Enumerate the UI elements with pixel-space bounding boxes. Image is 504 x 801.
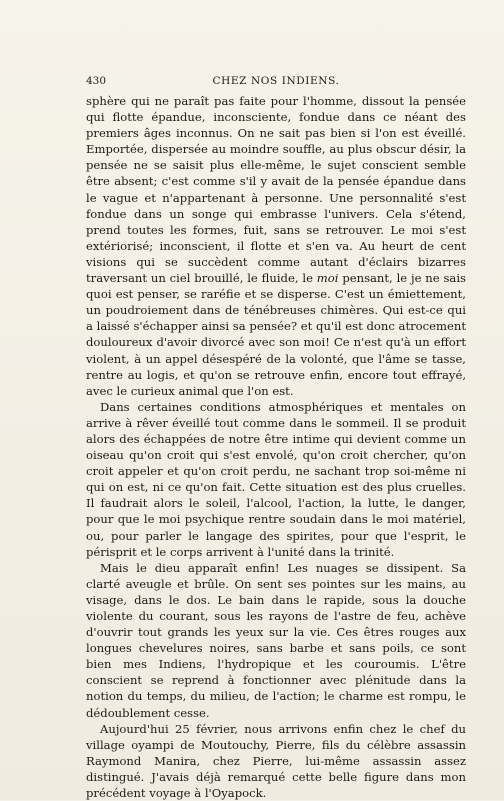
page-header	[86, 73, 466, 89]
paragraph-continued	[86, 93, 466, 399]
paragraph-text: Aujourd'hui 25 février, nous arrivons enfin chez le chef du village oyampi de Moutouchy, Pierre, fils du célèbre assassin Raymond Manira, chez Pierre, lui-même assassin assez distingué. J'avais déjà remarqué cette belle figure dans mon précédent voyage à l'Oyapock.	[86, 721, 466, 801]
paragraph-text: Mais le dieu apparaît enfin! Les nuages se dissipent. Sa clarté aveugle et brûle. On sent ses pointes sur les mains, au visage, dans le dos. Le bain dans le rapide, sous la douche violente du courant, sous les rayons de l'astre de feu, achève d'ouvrir tout grands les yeux sur la vie. Ces êtres rouges aux longues chevelures noires, sans barbe et sans poils, ce sont bien mes Indiens, l'hydropique et les couroumis. L'être conscient se reprend à fonctionner avec plénitude dans la notion du temps, du milieu, de l'action; le charme est rompu, le dédoublement cesse.	[86, 560, 466, 720]
paragraph-text: Dans certaines conditions atmosphériques et mentales on arrive à rêver éveillé tout comme dans le sommeil. Il se produit alors des échappées de notre être intime qui devient comme un oiseau qu'on croit qui s'est envolé, qu'on croit chercher, qu'on croit appeler et qu'on croit perdu, ne sachant trop soi-même ni qui on est, ni ce qu'on fait. Cette situation est des plus cruelles. Il faudrait alors le soleil, l'alcool, l'action, la lutte, le danger, pour que le moi psychique rentre soudain dans le moi matériel, ou, pour parler le langage des spirites, pour que l'esprit, le périsprit et le corps arrivent à l'unité dans la trinité.	[86, 399, 466, 559]
paragraph-text: pensant, le je ne sais quoi est penser, se raréfie et se disperse. C'est un émiettement, un poudroiement dans de ténébreuses chimères. Qui est-ce qui a laissé s'échapper ainsi sa pensée? et qu'il est donc atrocement douloureux d'avoir divorcé avec son moi! Ce n'est qu'à un effort violent, à un appel désespéré de la volonté, que l'âme se tasse, rentre au logis, et qu'on se retrouve enfin, encore tout effrayé, avec le curieux animal que l'on est.	[86, 271, 466, 398]
page-number: 430	[86, 75, 107, 87]
paragraph-text: sphère qui ne paraît pas faite pour l'homme, dissout la pensée qui flotte épandue, inconsciente, fondue dans ce néant des premiers âges inconnus. On ne sait pas bien si l'on est éveillé. Emportée, dispersée au moindre souffle, au plus obscur désir, la pensée ne se saisit plus elle-même, le sujet conscient semble être absent; c'est comme s'il y avait de la pensée épandue dans le vague et n'appartenant à personne. Une personnalité s'est fondue dans un songe qui embrasse l'univers. Cela s'étend, prend toutes les formes, fuit, sans se retrouver. Le moi s'est extériorisé; inconscient, il flotte et s'en va. Au heurt de cent visions qui se succèdent comme autant d'éclairs bizarres traversant un ciel brouillé, le fluide, le	[86, 94, 466, 286]
paragraph	[86, 399, 466, 560]
running-title: CHEZ NOS INDIENS.	[212, 75, 340, 87]
paragraph	[86, 560, 466, 721]
page-body	[86, 93, 466, 801]
italic-word: moi	[316, 271, 339, 286]
paragraph	[86, 721, 466, 801]
